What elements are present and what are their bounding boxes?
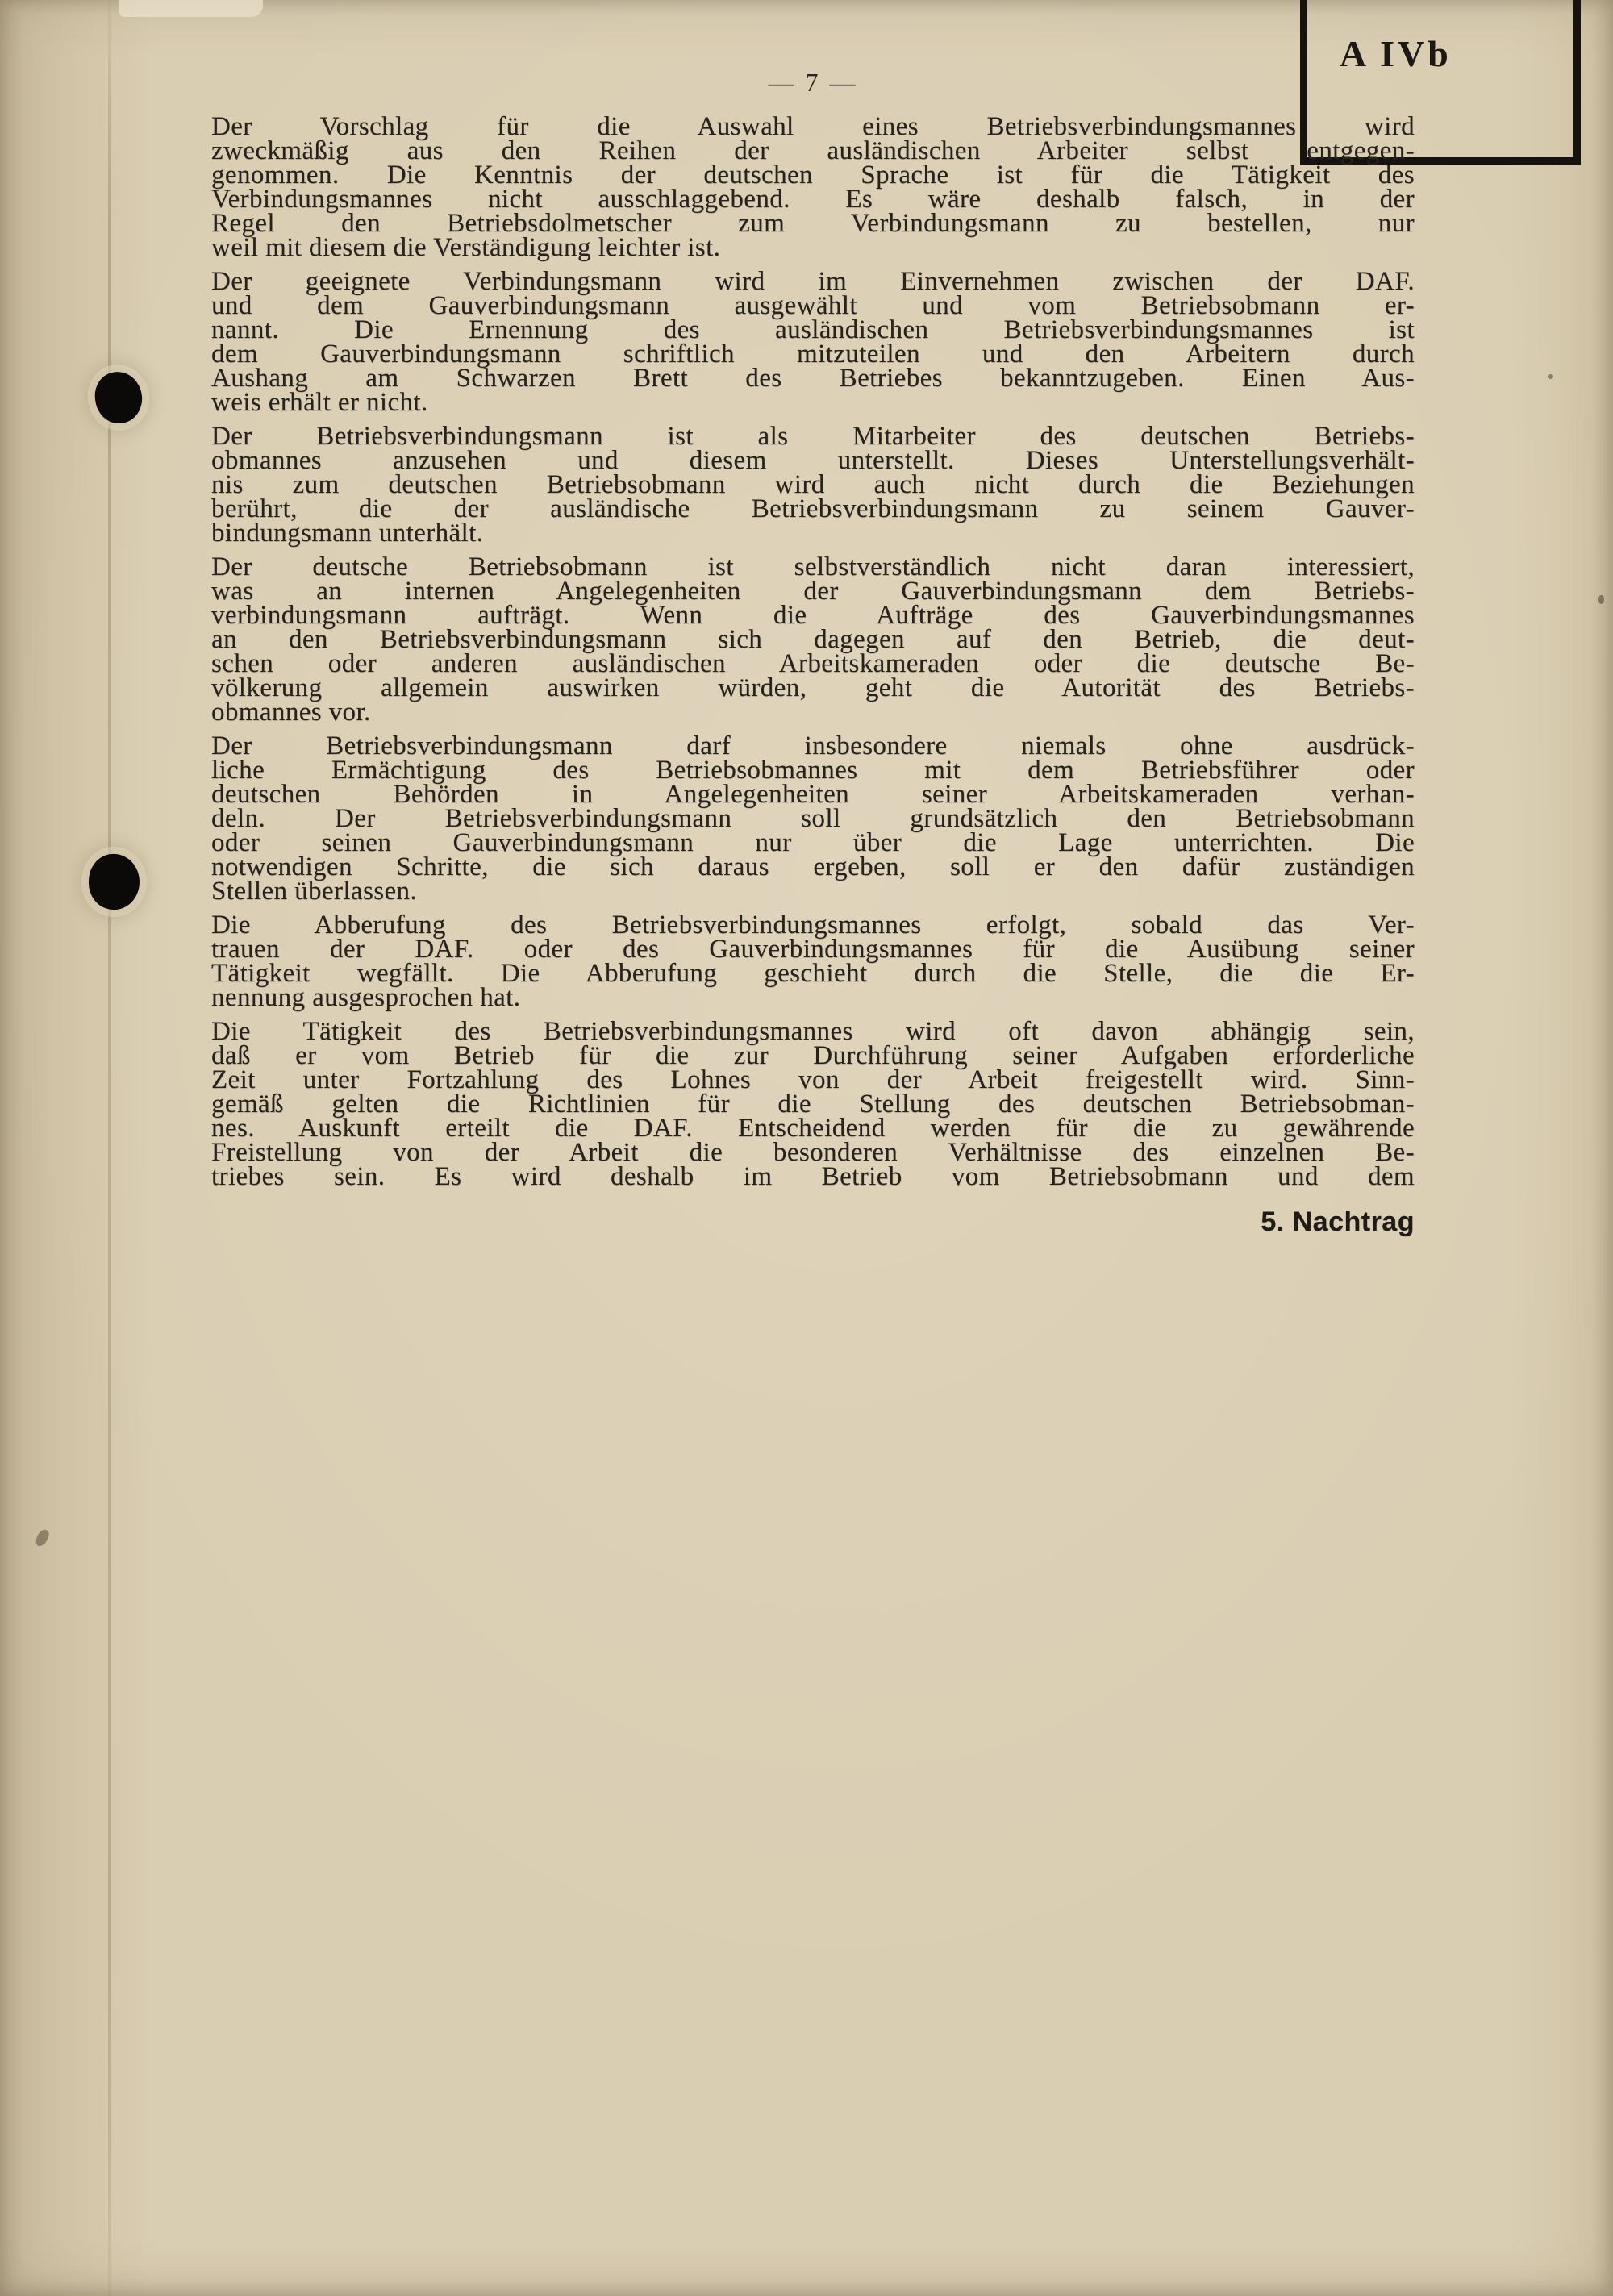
text-line: Regel den Betriebsdolmetscher zum Verbindungsmann zu bestellen, nur xyxy=(211,209,1415,238)
text-line: Der geeignete Verbindungsmann wird im Einvernehmen zwischen der DAF. xyxy=(211,267,1415,296)
paragraph xyxy=(211,552,1415,727)
paragraph xyxy=(211,269,1415,415)
text-line: liche Ermächtigung des Betriebsobmannes mit dem Betriebsführer oder xyxy=(211,756,1415,785)
text-line: nes. Auskunft erteilt die DAF. Entscheidend werden für die zu gewährende xyxy=(211,1114,1415,1143)
text-line: völkerung allgemein auswirken würden, geht die Autorität des Betriebs- xyxy=(211,673,1415,702)
text-line: notwendigen Schritte, die sich daraus ergeben, soll er den dafür zuständigen xyxy=(211,852,1415,881)
text-line: Verbindungsmannes nicht ausschlaggebend. Es wäre deshalb falsch, in der xyxy=(211,185,1415,214)
text-line: deutschen Behörden in Angelegenheiten seiner Arbeitskameraden verhan- xyxy=(211,780,1415,809)
text-line: berührt, die der ausländische Betriebsverbindungsmann zu seinem Gauver- xyxy=(211,494,1415,523)
text-line: gemäß gelten die Richtlinien für die Stellung des deutschen Betriebsobman- xyxy=(211,1090,1415,1119)
text-line: nis zum deutschen Betriebsobmann wird auch nicht durch die Beziehungen xyxy=(211,470,1415,499)
text-line: nennung ausgesprochen hat. xyxy=(211,983,521,1012)
paragraph xyxy=(211,910,1415,1012)
text-line: Aushang am Schwarzen Brett des Betriebes bekanntzugeben. Einen Aus- xyxy=(211,364,1415,393)
text-line: Der Vorschlag für die Auswahl eines Betriebsverbindungsmannes wird xyxy=(211,112,1415,141)
paper-crease xyxy=(108,0,111,2296)
text-line: Der Betriebsverbindungsmann ist als Mitarbeiter des deutschen Betriebs- xyxy=(211,422,1415,451)
text-line: Tätigkeit wegfällt. Die Abberufung geschieht durch die Stelle, die die Er- xyxy=(211,959,1415,988)
paragraph xyxy=(211,422,1415,548)
punch-hole-top xyxy=(92,369,144,427)
text-line: und dem Gauverbindungsmann ausgewählt und vom Betriebsobmann er- xyxy=(211,291,1415,320)
footer-note: 5. Nachtrag xyxy=(1261,1206,1415,1237)
text-line: was an internen Angelegenheiten der Gauverbindungsmann dem Betriebs- xyxy=(211,577,1415,606)
text-line: Freistellung von der Arbeit die besonderen Verhältnisse des einzelnen Be- xyxy=(211,1138,1415,1167)
text-line: weil mit diesem die Verständigung leichter ist. xyxy=(211,233,721,262)
paper-speck xyxy=(34,1527,52,1548)
text-line: Der Betriebsverbindungsmann darf insbesondere niemals ohne ausdrück- xyxy=(211,731,1415,760)
text-line: verbindungsmann aufträgt. Wenn die Aufträge des Gauverbindungsmannes xyxy=(211,601,1415,630)
text-line: nannt. Die Ernennung des ausländischen Betriebsverbindungsmannes ist xyxy=(211,315,1415,344)
text-line: oder seinen Gauverbindungsmann nur über die Lage unterrichten. Die xyxy=(211,828,1415,857)
text-line: deln. Der Betriebsverbindungsmann soll grundsätzlich den Betriebsobmann xyxy=(211,804,1415,833)
text-line: triebes sein. Es wird deshalb im Betrieb vom Betriebsobmann und dem xyxy=(211,1162,1415,1191)
text-line: Stellen überlassen. xyxy=(211,877,418,906)
text-line: weis erhält er nicht. xyxy=(211,388,428,417)
text-line: Die Abberufung des Betriebsverbindungsmannes erfolgt, sobald das Ver- xyxy=(211,910,1415,940)
text-line: bindungsmann unterhält. xyxy=(211,519,484,548)
text-line: schen oder anderen ausländischen Arbeitskameraden oder die deutsche Be- xyxy=(211,649,1415,678)
paragraph xyxy=(211,1019,1415,1189)
page-number: — 7 — xyxy=(768,68,858,97)
paragraph xyxy=(211,731,1415,906)
paper-edge-notch xyxy=(119,0,263,17)
text-line: Zeit unter Fortzahlung des Lohnes von der Arbeit freigestellt wird. Sinn- xyxy=(211,1065,1415,1094)
text-line: an den Betriebsverbindungsmann sich dagegen auf den Betrieb, die deut- xyxy=(211,625,1415,654)
paper-speck xyxy=(1548,374,1553,379)
paper-speck xyxy=(1598,595,1604,604)
text-line: Der deutsche Betriebsobmann ist selbstverständlich nicht daran interessiert, xyxy=(211,552,1415,581)
text-line: genommen. Die Kenntnis der deutschen Sprache ist für die Tätigkeit des xyxy=(211,160,1415,190)
punch-hole-bottom xyxy=(87,852,142,911)
classification-label: A IVb xyxy=(1340,33,1452,74)
text-line: zweckmäßig aus den Reihen der ausländischen Arbeiter selbst entgegen- xyxy=(211,136,1415,165)
paragraph xyxy=(211,112,1415,262)
document-body xyxy=(211,112,1415,1238)
text-line: obmannes vor. xyxy=(211,698,371,727)
text-line: obmannes anzusehen und diesem unterstellt. Dieses Unterstellungsverhält- xyxy=(211,446,1415,475)
text-line: trauen der DAF. oder des Gauverbindungsmannes für die Ausübung seiner xyxy=(211,935,1415,964)
document-paragraphs xyxy=(211,112,1415,1191)
text-line: dem Gauverbindungsmann schriftlich mitzuteilen und den Arbeitern durch xyxy=(211,340,1415,369)
text-line: daß er vom Betrieb für die zur Durchführung seiner Aufgaben erforderliche xyxy=(211,1041,1415,1070)
text-line: Die Tätigkeit des Betriebsverbindungsmannes wird oft davon abhängig sein, xyxy=(211,1017,1415,1046)
